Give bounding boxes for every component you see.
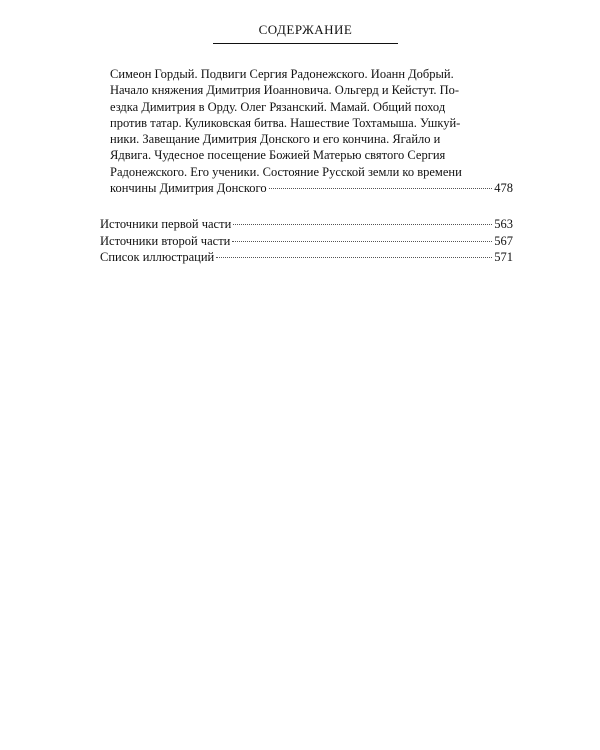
page-number: 571: [494, 249, 513, 264]
chapter-text-line: кончины Димитрия Донского: [110, 181, 267, 196]
dot-leader: [233, 224, 492, 225]
page-number: 567: [494, 233, 513, 248]
toc-entry-title: Источники второй части: [100, 233, 231, 248]
running-header: [213, 22, 398, 44]
sources-list: [100, 216, 513, 265]
page-number: 478: [494, 181, 513, 196]
toc-entry-title: Список иллюстраций: [100, 249, 215, 264]
page-number: 563: [494, 217, 513, 232]
toc-entry: [100, 216, 513, 232]
dot-leader: [232, 241, 492, 242]
chapter-entry: [100, 66, 513, 196]
header-rule: [213, 43, 398, 44]
dot-leader: [269, 188, 493, 189]
chapter-text-line: против татар. Куликовская битва. Нашествие Тохтамыша. Ушкуй-: [110, 115, 461, 130]
chapter-text-line: ники. Завещание Димитрия Донского и его кончина. Ягайло и: [110, 132, 441, 147]
chapter-text-line: ездка Димитрия в Орду. Олег Рязанский. Мамай. Общий поход: [110, 99, 446, 114]
toc-entry-title: Источники первой части: [100, 217, 232, 232]
toc-content: [100, 66, 513, 265]
page-title: СОДЕРЖАНИЕ: [258, 22, 353, 37]
toc-entry: [100, 233, 513, 249]
chapter-text-line: Ядвига. Чудесное посещение Божией Матерью святого Сергия: [110, 148, 446, 163]
toc-entry: [100, 249, 513, 265]
dot-leader: [216, 257, 492, 258]
chapter-last-line: [110, 180, 513, 196]
chapter-text-line: Радонежского. Его ученики. Состояние Русской земли ко времени: [110, 164, 462, 179]
chapter-text-line: Начало княжения Димитрия Иоанновича. Ольгерд и Кейстут. По-: [110, 83, 460, 98]
chapter-text-line: Симеон Гордый. Подвиги Сергия Радонежского. Иоанн Добрый.: [110, 67, 454, 81]
